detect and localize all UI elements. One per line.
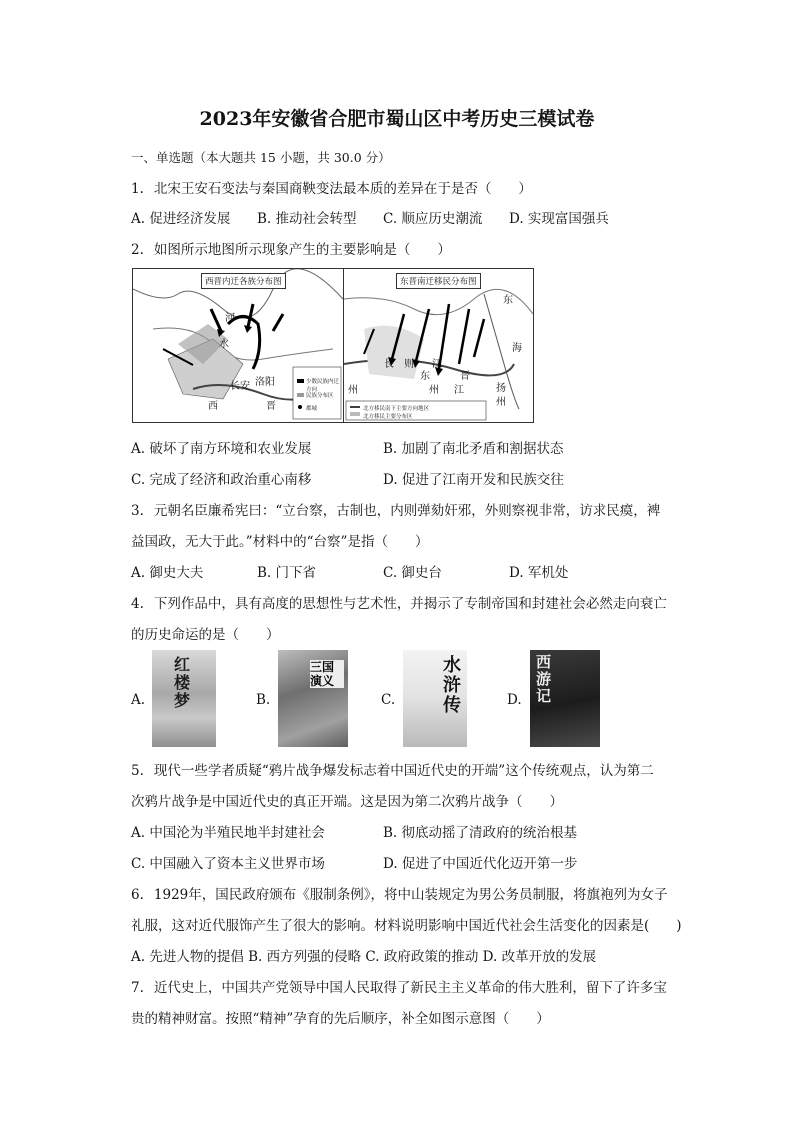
q1-option-d[interactable]: D. 实现富国强兵 — [509, 211, 609, 227]
q5-option-a[interactable]: A. 中国沦为半殖民地半封建社会 — [131, 825, 325, 841]
eastern-jin-map — [344, 269, 533, 422]
section-heading: 一、单选题（本大题共 15 小题，共 30.0 分） — [131, 150, 391, 165]
question-6 — [131, 883, 668, 903]
question-1 — [131, 177, 532, 197]
map-label: 东 — [420, 371, 430, 382]
map-label: 海 — [512, 343, 522, 354]
map-legend-entry: 都城 — [306, 406, 318, 412]
question-stem: 现代一些学者质疑“鸦片战争爆发标志着中国近代史的开端”这个传统观点，认为第二 — [153, 763, 654, 779]
book-title: 西游记 — [536, 653, 552, 705]
question-stem: 下列作品中，具有高度的思想性与艺术性，并揭示了专制帝国和封建社会必然走向衰亡 — [153, 596, 667, 612]
q3-option-d[interactable]: D. 军机处 — [509, 565, 569, 581]
book-title: 三国演义 — [310, 660, 344, 688]
q6-options[interactable]: A. 先进人物的提倡 B. 西方列强的侵略 C. 政府政策的推动 D. 改革开放的发展 — [131, 949, 597, 965]
question-number: 7. — [131, 980, 144, 996]
map-title: 东晋南迁移民分布图 — [396, 273, 481, 289]
question-stem-continued: 的历史命运的是（ ） — [131, 627, 280, 643]
question-2 — [131, 238, 451, 258]
map-label: 扬 — [496, 383, 506, 394]
map-legend-entry: 民族分布区 — [306, 393, 334, 399]
map-legend-entry: 北方移民主要分布区 — [363, 414, 413, 420]
q3-option-b[interactable]: B. 门下省 — [257, 565, 317, 581]
q2-option-d[interactable]: D. 促进了江南开发和民族交往 — [383, 472, 564, 488]
map-label: 长安 — [230, 381, 250, 392]
map-label: 江 — [432, 359, 442, 370]
map-legend-entry: 北方移民南下主要方向地区 — [363, 406, 430, 412]
q1-option-b[interactable]: B. 推动社会转型 — [257, 211, 357, 227]
western-jin-map-drawing — [133, 269, 343, 422]
question-stem: 北宋王安石变法与秦国商鞅变法最本质的差异在于是否（ ） — [153, 181, 532, 197]
map-label: 东 — [503, 295, 513, 306]
book-cover-sanguoyanyi[interactable] — [278, 650, 348, 747]
q5-option-c[interactable]: C. 中国融入了资本主义世界市场 — [131, 856, 325, 872]
q5-option-b[interactable]: B. 彻底动摇了清政府的统治根基 — [383, 825, 578, 841]
q2-option-a[interactable]: A. 破坏了南方环境和农业发展 — [131, 441, 312, 457]
question-stem: 元朝名臣廉希宪曰：“立台察，古制也，内则弹劾奸邪，外则察视非常，访求民瘼，裨 — [153, 503, 661, 519]
q1-option-c[interactable]: C. 顺应历史潮流 — [383, 211, 483, 227]
map-title: 西晋内迁各族分布图 — [201, 273, 286, 289]
migration-maps — [132, 268, 534, 423]
question-stem-continued: 次鸦片战争是中国近代史的真正开端。这是因为第二次鸦片战争（ ） — [131, 794, 563, 810]
question-3 — [131, 499, 660, 519]
question-number: 4. — [131, 596, 144, 612]
page-title: 2023年安徽省合肥市蜀山区中考历史三模试卷 — [199, 108, 595, 130]
map-legend-entry: 少数民族内迁方向 — [306, 379, 340, 393]
map-label: 州 — [348, 385, 358, 396]
question-stem: 如图所示地图所示现象产生的主要影响是（ ） — [153, 242, 451, 258]
map-label: 江 — [454, 385, 464, 396]
q4-option-a[interactable]: A. — [131, 692, 146, 708]
question-number: 3. — [131, 503, 144, 519]
book-cover-shuihuzhuan[interactable] — [403, 650, 467, 747]
question-stem-continued: 益国政，无大于此。”材料中的“台察”是指（ ） — [131, 534, 429, 550]
question-7 — [131, 976, 667, 996]
q2-option-b[interactable]: B. 加剧了南北矛盾和割据状态 — [383, 441, 564, 457]
map-label: 晋 — [266, 401, 276, 412]
map-label: 州 — [429, 385, 439, 396]
question-number: 1. — [131, 181, 144, 197]
map-label: 水 — [219, 339, 229, 350]
map-label: 则 — [404, 359, 414, 370]
map-label: 长 — [384, 359, 394, 370]
question-4 — [131, 592, 667, 612]
q2-option-c[interactable]: C. 完成了经济和政治重心南移 — [131, 472, 312, 488]
book-cover-xiyouji[interactable] — [530, 650, 600, 747]
book-title: 红楼梦 — [174, 655, 191, 710]
map-label: 晋 — [460, 371, 470, 382]
map-label: 河 — [225, 313, 235, 324]
question-stem: 1929年，国民政府颁布《服制条例》，将中山装规定为男公务员制服，将旗袍列为女子 — [153, 887, 668, 903]
book-title: 水浒传 — [443, 655, 461, 716]
q4-option-c[interactable]: C. — [381, 692, 396, 708]
map-label: 州 — [496, 397, 506, 408]
q4-option-d[interactable]: D. — [507, 692, 522, 708]
q3-option-c[interactable]: C. 御史台 — [383, 565, 442, 581]
question-number: 5. — [131, 763, 144, 779]
question-number: 6. — [131, 887, 144, 903]
question-number: 2. — [131, 242, 144, 258]
q1-option-a[interactable]: A. 促进经济发展 — [131, 211, 231, 227]
q3-option-a[interactable]: A. 御史大夫 — [131, 565, 204, 581]
q5-option-d[interactable]: D. 促进了中国近代化迈开第一步 — [383, 856, 578, 872]
q4-option-b[interactable]: B. — [256, 692, 271, 708]
question-stem: 近代史上，中国共产党领导中国人民取得了新民主主义革命的伟大胜利，留下了许多宝 — [153, 980, 667, 996]
map-label: 洛阳 — [255, 377, 275, 388]
question-stem-continued: 贵的精神财富。按照“精神”孕育的先后顺序，补全如图示意图（ ） — [131, 1011, 550, 1027]
question-5 — [131, 759, 654, 779]
map-label: 西 — [208, 401, 218, 412]
western-jin-map — [133, 269, 344, 422]
book-cover-hongloumeng[interactable] — [152, 650, 216, 747]
question-stem-continued: 礼服，这对近代服饰产生了很大的影响。材料说明影响中国近代社会生活变化的因素是( ) — [131, 918, 682, 934]
